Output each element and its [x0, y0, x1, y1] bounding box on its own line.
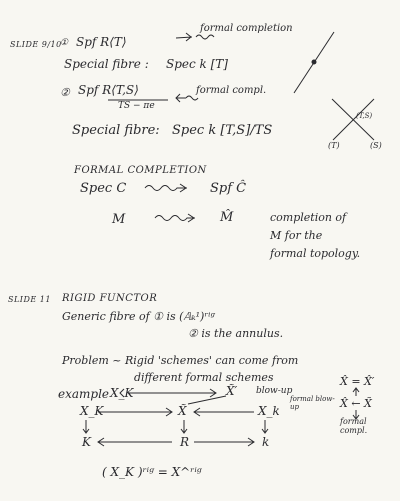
top-arrow-head [120, 389, 124, 397]
diagram-blowup-label: blow-up [256, 386, 293, 396]
diag-arrow [188, 396, 226, 404]
item1-spf-expr: Spf R⟨T⟩ [76, 35, 127, 49]
item2-denominator: TS − πe [118, 101, 155, 111]
item2-special-fibre-value: Spec k [T,S]/TS [172, 123, 273, 138]
sketch-label-right: (S) [370, 141, 382, 150]
item2-marker: ② [60, 86, 70, 99]
rigid-functor-heading: RIGID FUNCTOR [62, 293, 158, 304]
formal-row1-left: Spec C [80, 181, 127, 196]
sketch-label-left: (T) [328, 141, 340, 150]
squiggle-arrow-icon-2 [176, 94, 198, 102]
side-note-line2: X̂ ← X̃ [340, 397, 372, 410]
diagram-top-left: X_K [110, 386, 134, 400]
formal-row1-right: Spf Ĉ [210, 181, 247, 196]
side-note-line3: formal compl. [340, 417, 368, 435]
item1-special-fibre-value: Spec k [T] [166, 57, 228, 71]
item1-special-fibre-label: Special fibre : [64, 57, 149, 71]
problem-line1: Problem ~ Rigid 'schemes' can come from [62, 354, 299, 367]
generic-fibre-line: Generic fibre of ① is (𝔸ₖ¹)ʳⁱᵍ [62, 310, 215, 323]
sketch-label-center: (T,S) [356, 112, 373, 120]
item2-annotation: formal compl. [196, 85, 267, 96]
slide-9-10-header: SLIDE 9/10 [10, 40, 62, 49]
diagram-bottom-left: K [82, 435, 91, 449]
problem-line2: different formal schemes [134, 371, 274, 384]
diagram-mid-center: X̃ [178, 404, 187, 418]
side-note-blowup-prefix: formal blow-up [290, 395, 335, 411]
diagram-mid-right: X_k [258, 404, 280, 418]
diagram-top-right: X̃′ [226, 384, 238, 398]
annulus-line: ② is the annulus. [188, 327, 284, 340]
squiggle-arrow-icon-4 [155, 214, 195, 222]
item1-annotation: formal completion [200, 23, 293, 34]
formal-note-line2: M for the [270, 229, 323, 242]
formal-completion-heading: FORMAL COMPLETION [74, 165, 207, 176]
diagram-bottom-right: k [262, 435, 270, 449]
diagram-bottom-center: R [180, 435, 190, 449]
example-label: example [58, 387, 110, 401]
side-note-line1: X̂ = X̂′ [340, 375, 375, 388]
affine-line-point [312, 60, 316, 64]
diagram-mid-left: X_K [80, 404, 104, 418]
formal-note-line3: formal topology. [270, 247, 361, 260]
item2-spf-expr: Spf R⟨T,S⟩ [78, 83, 139, 97]
formal-note-line1: completion of [270, 211, 347, 224]
item1-marker: ① [60, 38, 69, 48]
slide-11-header: SLIDE 11 [8, 295, 51, 304]
final-equation: ( X_K )ʳⁱᵍ = X^ʳⁱᵍ [102, 465, 202, 479]
formal-row2-right: M̂ [220, 210, 234, 225]
squiggle-arrow-icon-3 [145, 184, 187, 192]
formal-row2-left: M [112, 212, 126, 227]
squiggle-arrow-icon [176, 33, 214, 41]
item2-special-fibre-label: Special fibre: [72, 123, 160, 138]
